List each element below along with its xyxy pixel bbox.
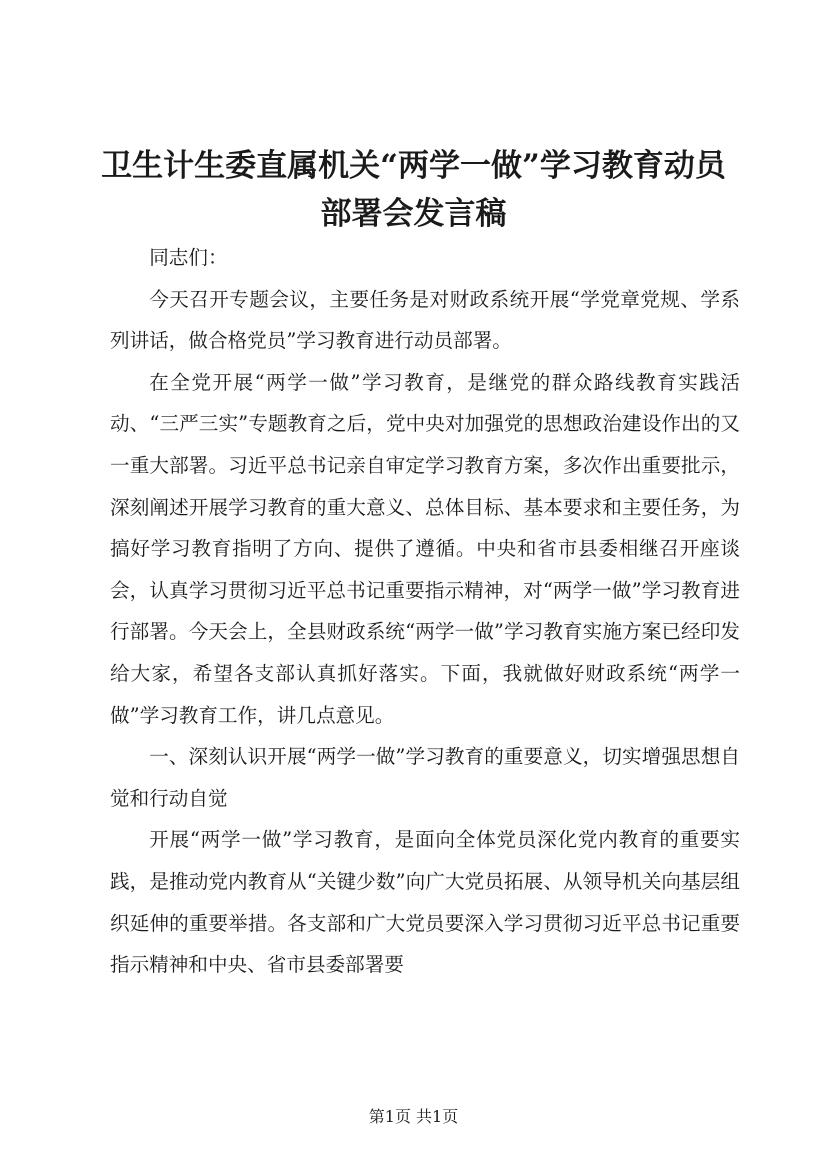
paragraph: 今天召开专题会议，主要任务是对财政系统开展“学党章党规、学系列讲话，做合格党员”学习教育进行动员部署。: [110, 287, 740, 353]
salutation: 同志们：: [149, 246, 228, 269]
paragraph: 开展“两学一做”学习教育，是面向全体党员深化党内教育的重要实践，是推动党内教育从“关键少数”向广大党员拓展、从领导机关向基层组织延伸的重要举措。各支部和广大党员要深入学习贯彻习近平总书记重要指示精神和中央、省市县委部署要: [110, 828, 740, 977]
document-body: [110, 237, 740, 986]
paragraph: 在全党开展“两学一做”学习教育，是继党的群众路线教育实践活动、“三严三实”专题教育之后，党中央对加强党的思想政治建设作出的又一重大部署。习近平总书记亲自审定学习教育方案，多次作出重要批示，深刻阐述开展学习教育的重大意义、总体目标、基本要求和主要任务，为搞好学习教育指明了方向、提供了遵循。中央和省市县委相继召开座谈会，认真学习贯彻习近平总书记重要指示精神，对“两学一做”学习教育进行部署。今天会上，全县财政系统“两学一做”学习教育实施方案已经印发给大家，希望各支部认真抓好落实。下面，我就做好财政系统“两学一做”学习教育工作，讲几点意见。: [110, 370, 740, 727]
document-title: 卫生计生委直属机关“两学一做”学习教育动员部署会发言稿: [101, 148, 726, 232]
section-heading: 一、深刻认识开展“两学一做”学习教育的重要意义，切实增强思想自觉和行动自觉: [110, 745, 740, 810]
page-footer: 第1页 共1页: [368, 1107, 459, 1126]
